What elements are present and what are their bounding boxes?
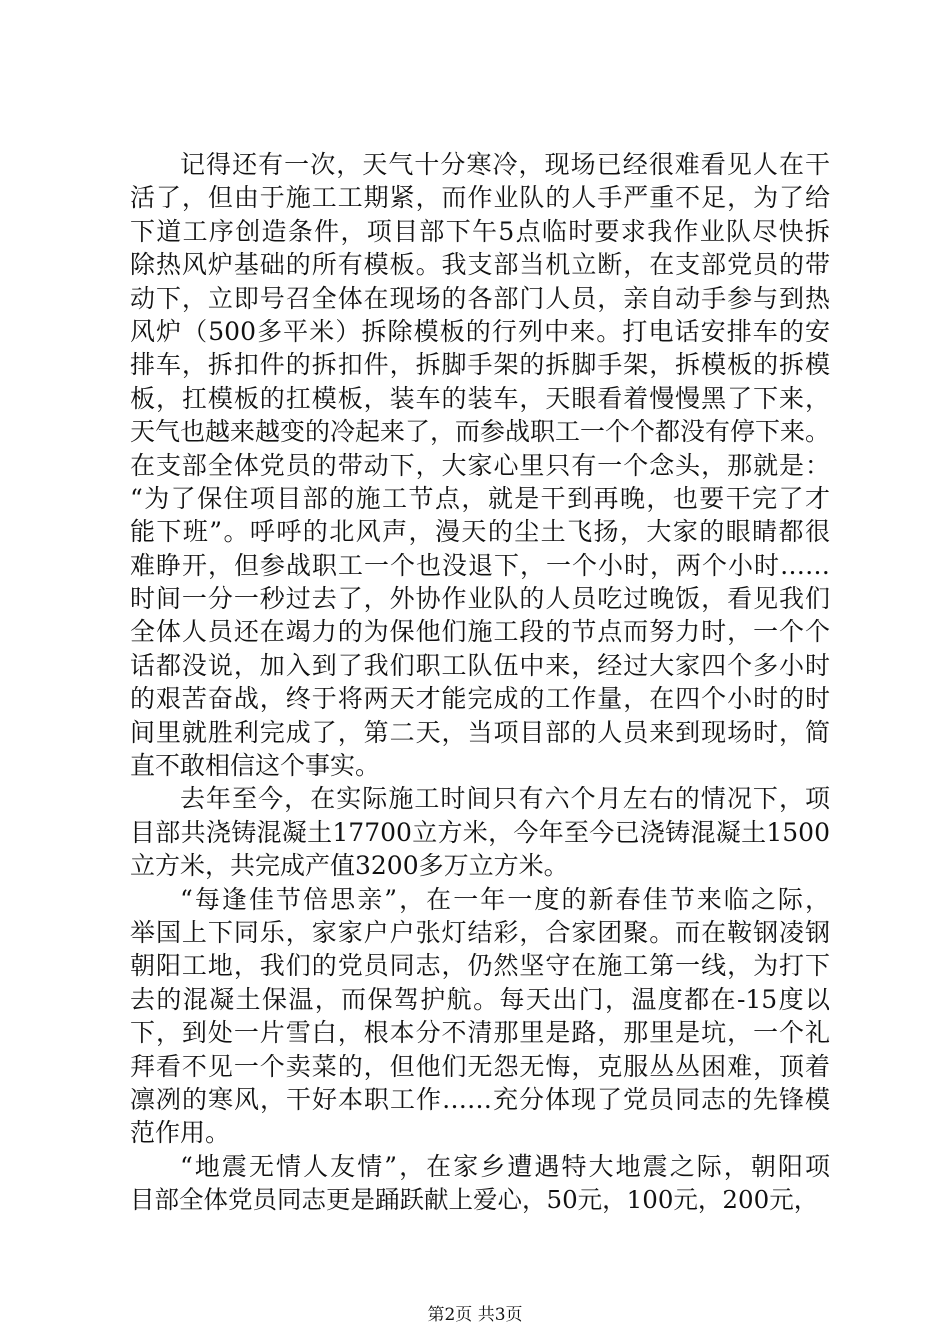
text-line: 朝阳工地，我们的党员同志，仍然坚守在施工第一线，为打下 bbox=[130, 951, 830, 981]
text-line: 风炉（500多平米）拆除模板的行列中来。打电话安排车的安 bbox=[130, 316, 830, 346]
text-line: “地震无情人友情”，在家乡遭遇特大地震之际，朝阳项 bbox=[180, 1151, 830, 1181]
text-line: 活了，但由于施工工期紧，而作业队的人手严重不足，为了给 bbox=[130, 183, 830, 213]
text-line: “为了保住项目部的施工节点，就是干到再晚，也要干完了才 bbox=[130, 483, 830, 513]
text-line: 难睁开，但参战职工一个也没退下，一个小时，两个小时…… bbox=[130, 550, 830, 580]
text-line: 时间一分一秒过去了，外协作业队的人员吃过晚饭，看见我们 bbox=[130, 584, 830, 614]
text-line: 间里就胜利完成了，第二天，当项目部的人员来到现场时，简 bbox=[130, 717, 830, 747]
text-line: 目部全体党员同志更是踊跃献上爱心，50元，100元，200元， bbox=[130, 1185, 819, 1215]
text-line: 的艰苦奋战，终于将两天才能完成的工作量，在四个小时的时 bbox=[130, 684, 830, 714]
text-line: 全体人员还在竭力的为保他们施工段的节点而努力时，一个个 bbox=[130, 617, 830, 647]
text-line: 凛冽的寒风，干好本职工作……充分体现了党员同志的先锋模 bbox=[130, 1084, 830, 1114]
page-footer: 第2页 共3页 bbox=[427, 1305, 523, 1325]
paragraph-production-figures bbox=[130, 782, 830, 882]
text-line: 下道工序创造条件，项目部下午5点临时要求我作业队尽快拆 bbox=[130, 216, 830, 246]
document-body bbox=[130, 148, 830, 1217]
paragraph-spring-festival bbox=[130, 883, 830, 1150]
text-line: 范作用。 bbox=[130, 1118, 231, 1148]
text-line: 话都没说，加入到了我们职工队伍中来，经过大家四个多小时 bbox=[130, 650, 830, 680]
paragraph-winter-demolition bbox=[130, 148, 830, 782]
text-line: 目部共浇铸混凝土17700立方米，今年至今已浇铸混凝土1500 bbox=[130, 817, 830, 847]
text-line: 除热风炉基础的所有模板。我支部当机立断，在支部党员的带 bbox=[130, 250, 830, 280]
text-line: 天气也越来越变的冷起来了，而参战职工一个个都没有停下来。 bbox=[130, 417, 831, 447]
text-line: 去年至今，在实际施工时间只有六个月左右的情况下，项 bbox=[180, 784, 830, 814]
text-line: 记得还有一次，天气十分寒冷，现场已经很难看见人在干 bbox=[180, 150, 830, 179]
text-line: 动下，立即号召全体在现场的各部门人员，亲自动手参与到热 bbox=[130, 283, 830, 313]
text-line: 拜看不见一个卖菜的，但他们无怨无悔，克服丛丛困难，顶着 bbox=[130, 1051, 830, 1081]
text-line: 能下班”。呼呼的北风声，漫天的尘土飞扬，大家的眼睛都很 bbox=[130, 517, 830, 547]
text-line: 去的混凝土保温，而保驾护航。每天出门，温度都在-15度以 bbox=[130, 984, 830, 1014]
text-line: 直不敢相信这个事实。 bbox=[130, 751, 381, 781]
text-line: 在支部全体党员的带动下，大家心里只有一个念头，那就是： bbox=[130, 450, 830, 480]
text-line: 板，扛模板的扛模板，装车的装车，天眼看着慢慢黑了下来， bbox=[130, 383, 830, 413]
text-line: 立方米，共完成产值3200多万立方米。 bbox=[130, 851, 569, 881]
text-line: 排车，拆扣件的拆扣件，拆脚手架的拆脚手架，拆模板的拆模 bbox=[130, 350, 830, 380]
text-line: 下，到处一片雪白，根本分不清那里是路，那里是坑，一个礼 bbox=[130, 1018, 830, 1048]
text-line: “每逢佳节倍思亲”，在一年一度的新春佳节来临之际， bbox=[180, 884, 830, 914]
paragraph-earthquake-donation bbox=[130, 1150, 830, 1217]
text-line: 举国上下同乐，家家户户张灯结彩，合家团聚。而在鞍钢凌钢 bbox=[130, 917, 830, 947]
